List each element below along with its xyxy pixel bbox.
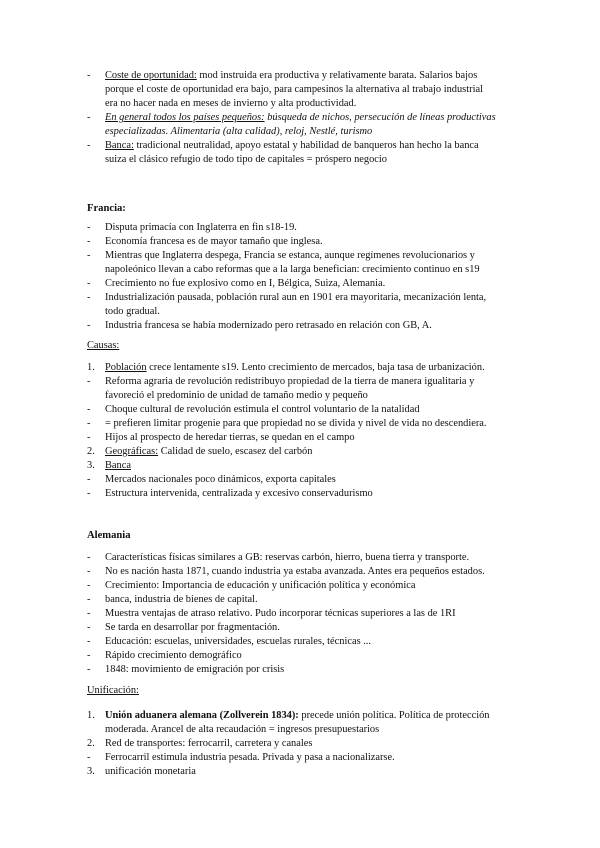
- text: tradicional neutralidad, apoyo estatal y habilidad de banqueros han hecho la banca: [133, 140, 479, 151]
- bullet: -: [87, 622, 91, 633]
- text: era no hacer nada en meses de invierno y alta productividad.: [105, 98, 357, 109]
- text: búsqueda de nichos, persecución de líneas productivas: [264, 112, 496, 123]
- bullet: -: [87, 222, 91, 233]
- list-item: Características físicas similares a GB: reservas carbón, hierro, buena tierra y transporte.: [105, 552, 470, 563]
- term-label: Unión aduanera alemana (Zollverein 1834):: [105, 710, 299, 721]
- bullet: 2.: [87, 446, 95, 457]
- list-item: Ferrocarril estimula industria pesada. Privada y pasa a nacionalizarse.: [105, 752, 395, 763]
- text: suiza el clásico refugio de todo tipo de capitales = próspero negocio: [105, 154, 387, 165]
- bullet: 2.: [87, 738, 95, 749]
- list-item: Se tarda en desarrollar por fragmentación.: [105, 622, 280, 633]
- list-item: Muestra ventajas de atraso relativo. Pudo incorporar técnicas superiores a las de 1RI: [105, 608, 456, 619]
- subheading-unificacion: Unificación:: [87, 685, 139, 696]
- term-label: Coste de oportunidad:: [105, 70, 197, 81]
- bullet: -: [87, 236, 91, 247]
- list-item: moderada. Arancel de alta recaudación = ingresos presupuestarios: [105, 724, 380, 735]
- list-item: Industrialización pausada, población rural aun en 1901 era mayoritaria, mecanización lenta,: [105, 292, 487, 303]
- text: porque el coste de oportunidad era bajo, para campesinos la alternativa al trabajo industrial: [105, 84, 483, 95]
- term-label: Geográficas:: [105, 446, 159, 457]
- term-label: Banca:: [105, 140, 134, 151]
- list-item: favoreció el predominio de unidad de tamaño medio y pequeño: [105, 390, 368, 401]
- bullet: -: [87, 140, 91, 151]
- term-label: Población: [105, 362, 147, 373]
- text: crece lentamente s19. Lento crecimiento de mercados, baja tasa de urbanización.: [146, 362, 485, 373]
- subheading-causas: Causas:: [87, 340, 120, 351]
- list-item: todo gradual.: [105, 306, 160, 317]
- list-item: Choque cultural de revolución estimula el control voluntario de la natalidad: [105, 404, 420, 415]
- bullet: -: [87, 566, 91, 577]
- bullet: -: [87, 650, 91, 661]
- bullet: -: [87, 752, 91, 763]
- bullet: -: [87, 278, 91, 289]
- bullet: -: [87, 608, 91, 619]
- list-item: Educación: escuelas, universidades, escuelas rurales, técnicas ...: [105, 636, 372, 647]
- text: mod instruida era productiva y relativamente barata. Salarios bajos: [196, 70, 478, 81]
- list-item: Economía francesa es de mayor tamaño que inglesa.: [105, 236, 323, 247]
- list-item: Mientras que Inglaterra despega, Francia se estanca, aunque regímenes revolucionarios y: [105, 250, 475, 261]
- list-item: Industria francesa se había modernizado pero retrasado en relación con GB, A.: [105, 320, 432, 331]
- bullet: -: [87, 432, 91, 443]
- bullet: -: [87, 376, 91, 387]
- list-item: Reforma agraria de revolución redistribuyo propiedad de la tierra de manera igualitaria y: [105, 376, 475, 387]
- bullet: -: [87, 580, 91, 591]
- list-item: unificación monetaria: [105, 766, 196, 777]
- bullet: -: [87, 552, 91, 563]
- list-item: Disputa primacía con Inglaterra en fin s18-19.: [105, 222, 297, 233]
- list-item: No es nación hasta 1871, cuando industria ya estaba avanzada. Antes era pequeños estados.: [105, 566, 485, 577]
- bullet: 3.: [87, 766, 95, 777]
- bullet: -: [87, 664, 91, 675]
- term-label: Banca: [105, 460, 131, 471]
- list-item: 1848: movimiento de emigración por crisis: [105, 664, 285, 675]
- bullet: 3.: [87, 460, 95, 471]
- section-heading-alemania: Alemania: [87, 530, 131, 541]
- list-item: Red de transportes: ferrocarril, carretera y canales: [105, 738, 313, 749]
- bullet: -: [87, 636, 91, 647]
- list-item: Crecimiento: Importancia de educación y unificación política y económica: [105, 580, 416, 591]
- bullet: -: [87, 292, 91, 303]
- bullet: -: [87, 488, 91, 499]
- bullet: -: [87, 320, 91, 331]
- list-item: Estructura intervenida, centralizada y excesivo conservadurismo: [105, 488, 373, 499]
- bullet: -: [87, 250, 91, 261]
- bullet: -: [87, 70, 91, 81]
- section-heading-francia: Francia:: [87, 203, 126, 214]
- text: especializadas. Alimentaria (alta calidad), reloj, Nestlé, turismo: [105, 126, 373, 137]
- list-item: Mercados nacionales poco dinámicos, exporta capitales: [105, 474, 336, 485]
- list-item: Crecimiento no fue explosivo como en I, Bélgica, Suiza, Alemania.: [105, 278, 386, 289]
- bullet: -: [87, 112, 91, 123]
- bullet: -: [87, 474, 91, 485]
- bullet: -: [87, 404, 91, 415]
- list-item: banca, industria de bienes de capital.: [105, 594, 258, 605]
- term-label: En general todos los países pequeños:: [105, 112, 265, 123]
- bullet: 1.: [87, 710, 95, 721]
- list-item: = prefieren limitar progenie para que propiedad no se divida y nivel de vida no descendiera.: [105, 418, 487, 429]
- text: precede unión política. Política de protección: [298, 710, 490, 721]
- list-item: Hijos al prospecto de heredar tierras, se quedan en el campo: [105, 432, 355, 443]
- bullet: 1.: [87, 362, 95, 373]
- list-item: napoleónico llevan a cabo reformas que a la larga benefician: crecimiento continuo en s19: [105, 264, 480, 275]
- text: Calidad de suelo, escasez del carbón: [158, 446, 313, 457]
- bullet: -: [87, 418, 91, 429]
- list-item: Rápido crecimiento demográfico: [105, 650, 242, 661]
- bullet: -: [87, 594, 91, 605]
